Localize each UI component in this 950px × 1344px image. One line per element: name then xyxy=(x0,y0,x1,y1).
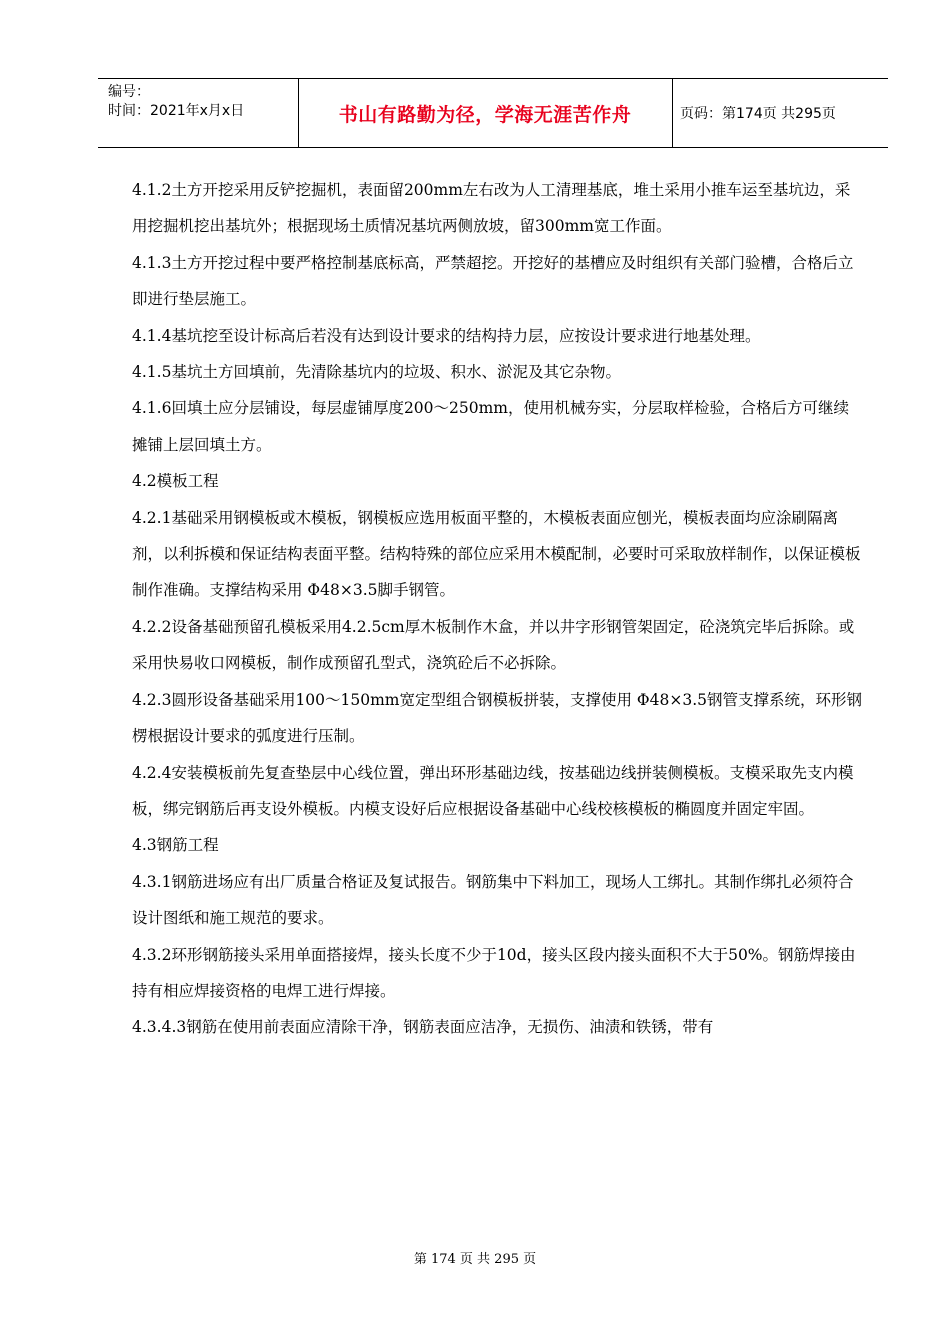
paragraph-4-2-1: 4.2.1基础采用钢模板或木模板，钢模板应选用板面平整的，木模板表面应刨光，模板表面均应涂刷隔离剂，以利拆模和保证结构表面平整。结构特殊的部位应采用木模配制，必要时可采取放样制作，以保证模板制作准确。支撑结构采用 Φ48×3.5脚手钢管。 xyxy=(132,508,861,600)
section-heading-4-2: 4.2模板工程 xyxy=(132,472,219,491)
paragraph-4-3-2: 4.3.2环形钢筋接头采用单面搭接焊，接头长度不少于10d，接头区段内接头面积不大于50%。钢筋焊接由持有相应焊接资格的电焊工进行焊接。 xyxy=(132,945,856,1000)
page-header xyxy=(98,78,888,148)
paragraph-4-3-1: 4.3.1钢筋进场应有出厂质量合格证及复试报告。钢筋集中下料加工，现场人工绑扎。其制作绑扎必须符合设计图纸和施工规范的要求。 xyxy=(132,872,854,928)
paragraph-4-2-4: 4.2.4安装模板前先复查垫层中心线位置，弹出环形基础边线，按基础边线拼装侧模板。支模采取先支内模板，绑完钢筋后再支设外模板。内模支设好后应根据设备基础中心线校核模板的椭圆度并固定牢固。 xyxy=(132,763,854,818)
header-divider-right xyxy=(672,79,673,147)
section-heading-4-3: 4.3钢筋工程 xyxy=(132,836,219,855)
header-meta xyxy=(108,83,244,121)
header-page-info: 页码：第174页 共295页 xyxy=(680,106,836,122)
paragraph-4-3-4-3: 4.3.4.3钢筋在使用前表面应清除干净，钢筋表面应洁净，无损伤、油渍和铁锈，带有 xyxy=(132,1018,714,1037)
paragraph-4-2-3: 4.2.3圆形设备基础采用100～150mm宽定型组合钢模板拼装，支撑使用 Φ48×3.5钢管支撑系统，环形钢楞根据设计要求的弧度进行压制。 xyxy=(132,690,863,746)
paragraph-4-1-4: 4.1.4基坑挖至设计标高后若没有达到设计要求的结构持力层，应按设计要求进行地基处理。 xyxy=(132,326,761,345)
paragraph-4-1-6: 4.1.6回填土应分层铺设，每层虚铺厚度200～250mm，使用机械夯实，分层取样检验，合格后方可继续摊铺上层回填土方。 xyxy=(132,399,850,454)
paragraph-4-1-2: 4.1.2土方开挖采用反铲挖掘机，表面留200mm左右改为人工清理基底，堆土采用小推车运至基坑边，采用挖掘机挖出基坑外；根据现场土质情况基坑两侧放坡，留300mm宽工作面。 xyxy=(132,181,851,236)
document-number-label: 编号： xyxy=(108,84,150,100)
document-time-label: 时间：2021年x月x日 xyxy=(108,103,245,119)
header-divider-left xyxy=(298,79,299,147)
paragraph-4-2-2: 4.2.2设备基础预留孔模板采用4.2.5cm厚木板制作木盒，并以井字形钢管架固定，砼浇筑完毕后拆除。或采用快易收口网模板，制作成预留孔型式，浇筑砼后不必拆除。 xyxy=(132,617,855,673)
paragraph-4-1-5: 4.1.5基坑土方回填前，先清除基坑内的垃圾、积水、淤泥及其它杂物。 xyxy=(132,363,621,382)
paragraph-4-1-3: 4.1.3土方开挖过程中要严格控制基底标高，严禁超挖。开挖好的基槽应及时组织有关部门验槽，合格后立即进行垫层施工。 xyxy=(132,253,854,309)
header-motto: 书山有路勤为径，学海无涯苦作舟 xyxy=(338,103,632,126)
page-footer: 第 174 页 共 295 页 xyxy=(413,1252,537,1267)
document-body xyxy=(132,172,862,1046)
